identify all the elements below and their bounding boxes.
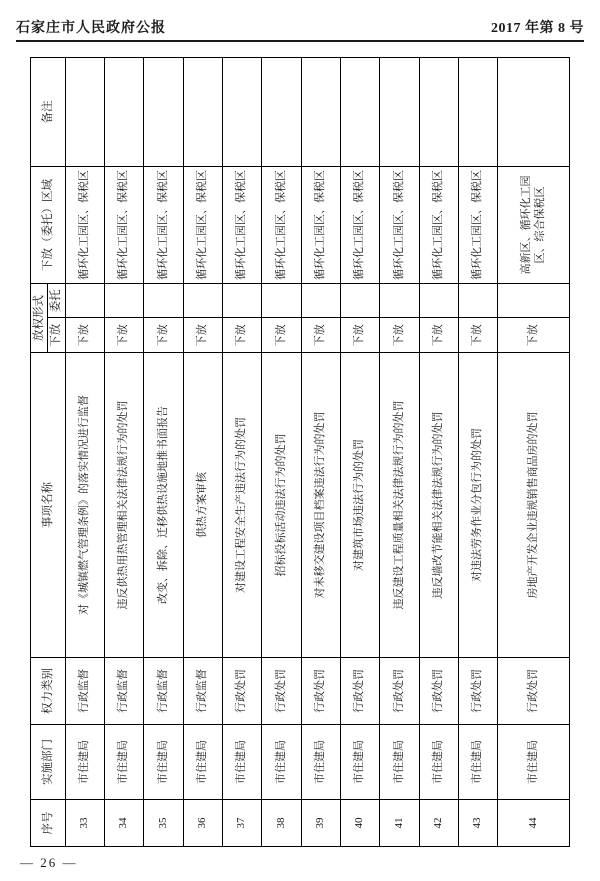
cell-note (498, 58, 570, 167)
cell-entrust (223, 284, 262, 319)
cell-dept: 市住建局 (262, 725, 301, 800)
table-row (183, 58, 222, 847)
cell-area: 循环化工园区、保税区 (262, 167, 301, 284)
table-row (262, 58, 301, 847)
cell-entrust (341, 284, 380, 319)
table-row (223, 58, 262, 847)
rotated-table-holder (30, 57, 570, 847)
cell-release: 下放 (183, 318, 222, 353)
cell-dept: 市住建局 (498, 725, 570, 800)
cell-area: 循环化工园区、保税区 (105, 167, 144, 284)
table-row (144, 58, 183, 847)
cell-release: 下放 (144, 318, 183, 353)
column-header-item-name: 事项名称 (31, 353, 66, 658)
table-row (459, 58, 498, 847)
table-row (419, 58, 458, 847)
cell-item-name: 违反墙改节能相关法律法规行为的处罚 (419, 353, 458, 658)
cell-dept: 市住建局 (459, 725, 498, 800)
cell-item-name: 对未移交建设项目档案违法行为的处罚 (301, 353, 340, 658)
cell-area: 高新区、循环化工园区、综合保税区 (498, 167, 570, 284)
cell-release: 下放 (262, 318, 301, 353)
table-row (105, 58, 144, 847)
cell-note (183, 58, 222, 167)
cell-item-name: 改变、拆除、迁移供热设施地推书面报告 (144, 353, 183, 658)
cell-power-type: 行政处罚 (498, 658, 570, 725)
cell-release: 下放 (223, 318, 262, 353)
cell-release: 下放 (380, 318, 419, 353)
cell-entrust (301, 284, 340, 319)
cell-release: 下放 (65, 318, 104, 353)
gazette-title: 石家庄市人民政府公报 (16, 21, 166, 36)
cell-dept: 市住建局 (183, 725, 222, 800)
gazette-issue: 2017 年第 8 号 (491, 21, 584, 36)
cell-note (301, 58, 340, 167)
cell-seq: 36 (183, 800, 222, 847)
column-header-power-type: 权力类别 (31, 658, 66, 725)
cell-entrust (380, 284, 419, 319)
table-row (380, 58, 419, 847)
cell-seq: 33 (65, 800, 104, 847)
cell-item-name: 供热方案审核 (183, 353, 222, 658)
cell-area: 循环化工园区、保税区 (65, 167, 104, 284)
table-body (65, 58, 569, 847)
cell-power-type: 行政监督 (65, 658, 104, 725)
cell-dept: 市住建局 (105, 725, 144, 800)
column-header-entrust: 委托 (48, 284, 65, 319)
cell-power-type: 行政处罚 (380, 658, 419, 725)
cell-release: 下放 (459, 318, 498, 353)
table-stage (24, 52, 576, 852)
cell-release: 下放 (419, 318, 458, 353)
column-header-release: 下放 (48, 318, 65, 353)
cell-seq: 43 (459, 800, 498, 847)
cell-entrust (144, 284, 183, 319)
cell-entrust (498, 284, 570, 319)
header-divider (16, 40, 584, 42)
cell-seq: 37 (223, 800, 262, 847)
cell-area: 循环化工园区、保税区 (380, 167, 419, 284)
cell-power-type: 行政监督 (105, 658, 144, 725)
cell-note (341, 58, 380, 167)
page-number: — 26 — (20, 855, 78, 870)
table-row (498, 58, 570, 847)
cell-note (144, 58, 183, 167)
cell-note (65, 58, 104, 167)
table-row (65, 58, 104, 847)
cell-release: 下放 (105, 318, 144, 353)
cell-seq: 40 (341, 800, 380, 847)
column-header-dept: 实施部门 (31, 725, 66, 800)
cell-note (459, 58, 498, 167)
cell-power-type: 行政处罚 (341, 658, 380, 725)
cell-seq: 41 (380, 800, 419, 847)
cell-area: 循环化工园区、保税区 (183, 167, 222, 284)
cell-area: 循环化工园区、保税区 (301, 167, 340, 284)
cell-area: 循环化工园区、保税区 (341, 167, 380, 284)
cell-power-type: 行政处罚 (262, 658, 301, 725)
column-header-seq: 序号 (31, 800, 66, 847)
cell-note (380, 58, 419, 167)
cell-entrust (105, 284, 144, 319)
cell-seq: 38 (262, 800, 301, 847)
cell-entrust (459, 284, 498, 319)
cell-entrust (419, 284, 458, 319)
table-row (301, 58, 340, 847)
cell-item-name: 违反建设工程质量相关法律法规行为的处罚 (380, 353, 419, 658)
cell-seq: 42 (419, 800, 458, 847)
cell-power-type: 行政监督 (144, 658, 183, 725)
cell-power-type: 行政监督 (183, 658, 222, 725)
cell-dept: 市住建局 (223, 725, 262, 800)
cell-dept: 市住建局 (301, 725, 340, 800)
cell-note (223, 58, 262, 167)
cell-entrust (183, 284, 222, 319)
cell-item-name: 房地产开发企业违规销售商品房的处罚 (498, 353, 570, 658)
cell-dept: 市住建局 (419, 725, 458, 800)
page-header (16, 14, 584, 40)
column-header-area: 下放（委托）区域 (31, 167, 66, 284)
cell-area: 循环化工园区、保税区 (459, 167, 498, 284)
cell-note (105, 58, 144, 167)
cell-seq: 34 (105, 800, 144, 847)
cell-power-type: 行政处罚 (459, 658, 498, 725)
column-header-release-group: 放权形式 (31, 284, 48, 353)
cell-item-name: 招标投标活动违法行为的处罚 (262, 353, 301, 658)
cell-seq: 39 (301, 800, 340, 847)
cell-item-name: 对《城镇燃气管理条例》的落实情况进行监督 (65, 353, 104, 658)
cell-item-name: 违反供热用热管理相关法律法规行为的处罚 (105, 353, 144, 658)
cell-area: 循环化工园区、保税区 (419, 167, 458, 284)
cell-seq: 35 (144, 800, 183, 847)
cell-entrust (262, 284, 301, 319)
cell-note (419, 58, 458, 167)
cell-power-type: 行政处罚 (301, 658, 340, 725)
cell-dept: 市住建局 (380, 725, 419, 800)
cell-dept: 市住建局 (65, 725, 104, 800)
power-delegation-table (30, 57, 570, 847)
cell-release: 下放 (498, 318, 570, 353)
cell-power-type: 行政处罚 (223, 658, 262, 725)
cell-seq: 44 (498, 800, 570, 847)
cell-item-name: 对建设工程安全生产违法行为的处罚 (223, 353, 262, 658)
table-header (31, 58, 66, 847)
cell-note (262, 58, 301, 167)
cell-area: 循环化工园区、保税区 (223, 167, 262, 284)
cell-item-name: 对违法劳务作业分包行为的处罚 (459, 353, 498, 658)
cell-entrust (65, 284, 104, 319)
cell-release: 下放 (341, 318, 380, 353)
cell-area: 循环化工园区、保税区 (144, 167, 183, 284)
cell-release: 下放 (301, 318, 340, 353)
cell-power-type: 行政处罚 (419, 658, 458, 725)
cell-dept: 市住建局 (144, 725, 183, 800)
table-header-row-main (31, 58, 48, 847)
cell-dept: 市住建局 (341, 725, 380, 800)
column-header-note: 备注 (31, 58, 66, 167)
cell-item-name: 对建筑市场违法行为的处罚 (341, 353, 380, 658)
table-row (341, 58, 380, 847)
